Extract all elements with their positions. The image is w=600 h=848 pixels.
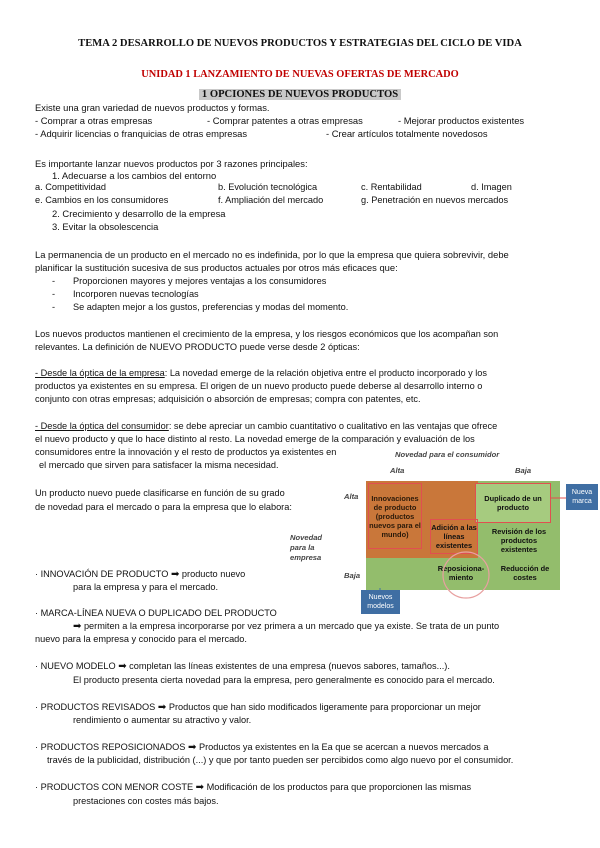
reason-item: 1. Adecuarse a los cambios del entorno (52, 170, 217, 181)
type-coste (35, 781, 471, 794)
type-label: · PRODUCTOS CON MENOR COSTE (35, 782, 194, 792)
arrow-icon: ➡ (195, 782, 205, 793)
option-text: - Crear artículos totalmente novedosos (326, 128, 488, 139)
bullet-text: Se adapten mejor a los gustos, preferencias y modas del momento. (73, 302, 349, 312)
reason-sub: g. Penetración en nuevos mercados (361, 195, 509, 205)
type-text: Modificación de los productos para que proporcionen las mismas (204, 782, 472, 792)
duplicado-cell: Duplicado de un producto (475, 483, 551, 523)
paragraph-line: Un producto nuevo puede clasificarse en función de su grado (35, 488, 285, 498)
type-text: producto nuevo (179, 569, 246, 579)
reason-sub: e. Cambios en los consumidores (35, 195, 169, 205)
type-label: · PRODUCTOS REVISADOS (35, 702, 156, 712)
type-text: Productos que han sido modificados ligeramente para proporcionar un mejor (166, 702, 481, 712)
diagram-alta-left: Alta (344, 492, 359, 501)
empresa-view-label: - Desde la óptica de la empresa (35, 368, 165, 378)
innovaciones-cell: Innovaciones de producto (productos nuevos para el mundo) (368, 483, 422, 549)
diagram-side-label (290, 533, 322, 563)
paragraph-line: prestaciones con costes más bajos. (73, 796, 219, 806)
option-text: - Adquirir licencias o franquicias de otras empresas (35, 128, 248, 139)
diagram-baja-left: Baja (344, 571, 361, 580)
arrow-icon: ➡ (188, 742, 197, 753)
arrow-icon: ➡ (118, 661, 127, 672)
reduccion-cell: Reducción de costes (500, 564, 550, 582)
paragraph-line: El producto presenta cierta novedad para la empresa, pero generalmente es conocido para el mercado. (73, 675, 495, 685)
diagram-baja-top: Baja (515, 466, 532, 475)
type-marca-line (73, 620, 499, 633)
dash-bullet: - (52, 302, 56, 312)
arrow-icon: ➡ (73, 621, 82, 632)
paragraph-line: La permanencia de un producto en el mercado no es indefinida, por lo que la empresa que quiera sobrevivir, debe (35, 249, 509, 260)
paragraph-line: productos ya existentes en su empresa. El origen de un nuevo producto puede deberse al desarrollo interno o (35, 381, 483, 391)
diagram-side-label-1: Novedad (290, 533, 323, 542)
type-text: completan las líneas existentes de una empresa (nuevos sabores, tamaños...). (126, 661, 450, 671)
diagram-top-label: Novedad para el consumidor (395, 450, 500, 459)
dash-bullet: - (52, 276, 56, 286)
paragraph-line: relevantes. La definición de NUEVO PRODUCTO puede verse desde 2 ópticas: (35, 342, 360, 352)
document-title: TEMA 2 DESARROLLO DE NUEVOS PRODUCTOS Y ESTRATEGIAS DEL CICLO DE VIDA (78, 38, 522, 49)
consumer-view-label: - Desde la óptica del consumidor (35, 421, 169, 431)
type-label: · PRODUCTOS REPOSICIONADOS (35, 742, 186, 752)
paragraph-line: rendimiento o aumentar su atractivo y valor. (73, 715, 252, 725)
section-title-wrap (0, 84, 600, 102)
option-text: - Comprar a otras empresas (35, 115, 153, 126)
adicion-cell: Adición a las líneas existentes (430, 519, 478, 554)
reason-item: 3. Evitar la obsolescencia (52, 221, 159, 232)
section-title: 1 OPCIONES DE NUEVOS PRODUCTOS (199, 89, 401, 100)
consumer-view-text: : se debe apreciar un cambio cuantitativo o cualitativo en las ventajas que ofrece (168, 421, 498, 431)
option-text: - Comprar patentes a otras empresas (207, 115, 363, 126)
reason-sub: c. Rentabilidad (361, 182, 422, 192)
paragraph-line: través de la publicidad, distribución (...) y que por tanto pueden ser percibidos como algo nuevo por el consumidor. (47, 755, 514, 765)
bullet-text: Incorporen nuevas tecnologías (73, 289, 199, 299)
revision-cell: Revisión de los productos existentes (491, 526, 547, 554)
empresa-view-line (35, 367, 487, 380)
type-label: · INNOVACIÓN DE PRODUCTO (35, 569, 169, 579)
type-marca-label: · MARCA-LÍNEA NUEVA O DUPLICADO DEL PRODUCTO (35, 608, 277, 618)
reposicionamiento-cell: Reposiciona-miento (437, 564, 485, 582)
type-innovacion (35, 568, 245, 581)
type-text: Productos ya existentes en la Ea que se acercan a nuevos mercados a (196, 742, 489, 752)
type-reposicionados (35, 741, 489, 754)
reason-sub: d. Imagen (471, 182, 512, 192)
reason-sub: a. Competitividad (35, 182, 106, 192)
arrow-icon: ➡ (157, 702, 167, 713)
paragraph-line: conjunto con otras empresas; adquisición o absorción de empresas; compra con patentes, etc. (35, 394, 421, 404)
intro-line: Existe una gran variedad de nuevos productos y formas. (35, 102, 270, 113)
unit-title: UNIDAD 1 LANZAMIENTO DE NUEVAS OFERTAS DE MERCADO (141, 69, 459, 80)
reason-item: 2. Crecimiento y desarrollo de la empresa (52, 208, 226, 219)
reason-sub: f. Ampliación del mercado (218, 195, 324, 205)
diagram-alta-top: Alta (390, 466, 405, 475)
option-text: - Mejorar productos existentes (398, 115, 525, 126)
bullet-text: Proporcionen mayores y mejores ventajas a los consumidores (73, 276, 327, 286)
type-revisados (35, 701, 481, 714)
paragraph-line: el nuevo producto y que lo hace distinto al resto. La novedad emerge de la comparación y evaluación de los (35, 434, 475, 444)
paragraph-line: de novedad para el mercado o para la empresa que lo elabora: (35, 502, 292, 512)
reasons-intro: Es importante lanzar nuevos productos por 3 razones principales: (35, 158, 308, 169)
paragraph-line: para la empresa y para el mercado. (73, 582, 219, 592)
type-modelo (35, 660, 450, 673)
consumer-view-line (35, 420, 497, 433)
paragraph-line: Los nuevos productos mantienen el crecimiento de la empresa, y los riesgos económicos que los acompañan son (35, 329, 499, 339)
nueva-marca-label: Nueva marca (566, 484, 598, 510)
type-text: permiten a la empresa incorporarse por vez primera a un mercado que ya existe. Se trata de un punto (81, 621, 500, 631)
paragraph-line: planificar la sustitución sucesiva de sus productos actuales por otros más eficaces que: (35, 262, 398, 273)
diagram-side-label-2: para la (290, 543, 315, 552)
empresa-view-text: : La novedad emerge de la relación objetiva entre el producto incorporado y los (164, 368, 487, 378)
diagram-side-label-3: empresa (290, 553, 322, 562)
arrow-icon: ➡ (170, 569, 180, 580)
reason-sub: b. Evolución tecnológica (218, 182, 318, 192)
type-label: · NUEVO MODELO (35, 661, 116, 671)
paragraph-line: consumidores entre la innovación y el resto de productos ya existentes en (35, 447, 337, 457)
paragraph-line: el mercado que sirven para satisfacer la misma necesidad. (39, 460, 279, 470)
dash-bullet: - (52, 289, 56, 299)
paragraph-line: nuevo para la empresa y conocido para el mercado. (35, 634, 247, 644)
nuevos-modelos-label: Nuevos modelos (361, 590, 400, 614)
